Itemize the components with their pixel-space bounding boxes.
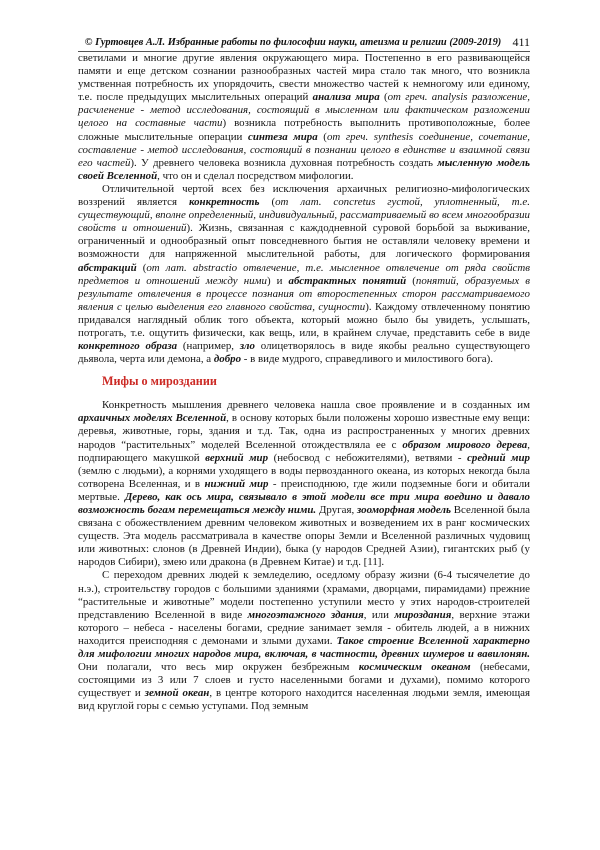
paragraph-2: Отличительной чертой всех без исключения архаичных религиозно-мифологических воззрений является конкретность (от лат. concretus густой, уплотненный, т.е. существующий, вполне определенный, индивидуальный, рассматриваемый во всем многообразии свойств и отношений). Жизнь, связанная с каждодневной суровой борьбой за выживание, ограниченный и однообразный опыт повседневного бытия не оставляли человеку времени и возможности для напряженной мыслительной работы, для логического формирования абстракций (от лат. abstractio отвлечение, т.е. мысленное отвлечение от ряда свойств предметов и отношений между ними) и абстрактных понятий (понятий, образуемых в результате отвлечения в процессе познания от второстепенных сторон рассматриваемого явления с целью выделения его главного свойства, сущности). Каждому отвлеченному понятию придавался наглядный облик того объекта, который можно было бы увидеть, услышать, потрогать, т.е. ощутить физически, как вещь, или, в крайнем случае, представить себе в виде конкретного образа (например, зло олицетворялось в виде якобы реально существующего дьявола, черта или демона, а добро - в виде мудрого, справедливого и милостивого бога). [78, 182, 531, 366]
paragraph-1: светилами и многие другие явления окружающего мира. Постепенно в его развивающейся памяти и еще детском сознании разнообразных частей мира стало так много, что возникла умственная потребность их упорядочить, свести множество частей к немногому или единому, т.е. после предыдущих мыслительных операций анализа мира (от греч. analysis разложение, расчленение - метод исследования, состоящий в мысленном или фактическом разложении целого на составные части) возникла потребность выполнить противоположные, более сложные мыслительные операции синтеза мира (от греч. synthesis соединение, сочетание, составление - метод исследования, состоящий в познании целого в единстве и взаимной связи его частей). У древнего человека возникла духовная потребность создать мысленную модель своей Вселенной, что он и сделал посредством мифологии. [78, 52, 531, 182]
body-text [78, 52, 530, 714]
header-title: © Гуртовцев А.Л. Избранные работы по философии науки, атеизма и религии (2009-2019) [84, 37, 502, 48]
section-heading: Мифы о мироздании [102, 374, 217, 389]
paragraph-4: С переходом древних людей к земледелию, оседлому образу жизни (6-4 тысячелетие до н.э.), строительству городов с большими зданиями (храмами, дворцами, пирамидами) прежние “растительные и животные” модели постепенно уступили место у этих народов-строителей представлению Вселенной в виде многоэтажного здания, или мироздания, верхние этажи которого – небеса - населены богами, средние занимает земля - обитель людей, а в нижних находится преисподняя с демонами и злыми духами. Такое строение Вселенной характерно для мифологии многих народов мира, включая, в частности, древних шумеров и вавилонян. Они полагали, что весь мир окружен безбрежным космическим океаном (небесами, состоящими из 3 или 7 слоев и густо населенными богами и духами), помимо которого существует и земной океан, в центре которого находится населенная людьми земля, имеющая вид круглой горы с семью уступами. Под земным [78, 569, 531, 713]
page-number: 411 [512, 35, 530, 49]
paragraph-3: Конкретность мышления древнего человека нашла свое проявление и в созданных им архаичных моделях Вселенной, в основу которых были положены хорошо известные ему вещи: деревья, животные, горы, здания и т.д. Так, одна из распространенных у многих древних народов “растительных” моделей Вселенной отождествляла ее с образом мирового дерева, подпирающего макушкой верхний мир (небосвод с небожителями), ветвями - средний мир (землю с людьми), а корнями уходящего в воды первозданного океана, из которых некогда была сотворена Вселенная, и в нижний мир - преисподнюю, где жили подземные боги и обитали мертвые. Дерево, как ось мира, связывало в этой модели все три мира воедино и давало возможность богам перемещаться между ними. Другая, зооморфная модель Вселенной была связана с обожествлением древним человеком животных и возведением их в ранг космических существ. Эта модель рассматривала в качестве опоры Земли и Вселенной различных чудовищ или животных: слонов (в Древней Индии), быка (у народов Средней Азии), гигантских рыб (у народов Сибири), змею или дракона (в Древнем Китае) и т.д. [11]. [78, 399, 531, 569]
running-header [78, 36, 530, 50]
